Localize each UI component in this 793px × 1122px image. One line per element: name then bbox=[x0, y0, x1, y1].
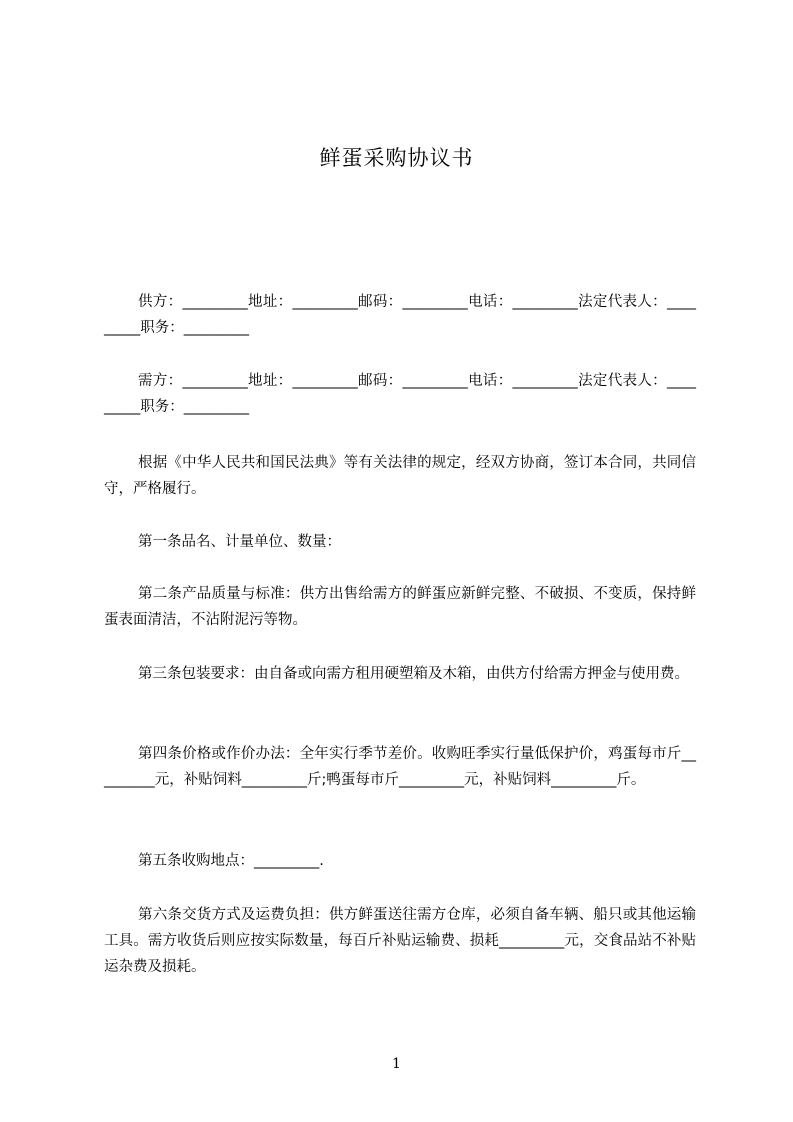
article-5: 第五条收购地点：_________. bbox=[138, 853, 324, 869]
article-4: 第四条价格或作价办法：全年实行季节差价。收购旺季实行量低保护价，鸡蛋每市斤_________元，补贴饲料_________斤;鸭蛋每市斤_________元，补贴饲料_________斤。 bbox=[104, 746, 696, 788]
buyer-party-info: 需方：_________地址：_________邮码：_________电话：_________法定代表人：_________职务：_________ bbox=[104, 373, 696, 415]
preamble-paragraph: 根据《中华人民共和国民法典》等有关法律的规定，经双方协商，签订本合同，共同信守，严格履行。 bbox=[104, 455, 696, 497]
page-number: 1 bbox=[392, 1056, 401, 1072]
article-2: 第二条产品质量与标准：供方出售给需方的鲜蛋应新鲜完整、不破损、不变质，保持鲜蛋表面清洁，不沾附泥污等物。 bbox=[104, 586, 696, 628]
article-3: 第三条包装要求：由自备或向需方租用硬塑箱及木箱，由供方付给需方押金与使用费。 bbox=[138, 666, 689, 682]
article-6: 第六条交货方式及运费负担：供方鲜蛋送往需方仓库，必须自备车辆、船只或其他运输工具。需方收货后则应按实际数量，每百斤补贴运输费、损耗_________元，交食品站不补贴运杂费及损耗。 bbox=[104, 907, 696, 975]
article-1: 第一条品名、计量单位、数量： bbox=[138, 534, 341, 550]
supplier-party-info: 供方：_________地址：_________邮码：_________电话：_________法定代表人：_________职务：_________ bbox=[104, 294, 696, 336]
document-title: 鲜蛋采购协议书 bbox=[319, 146, 474, 170]
